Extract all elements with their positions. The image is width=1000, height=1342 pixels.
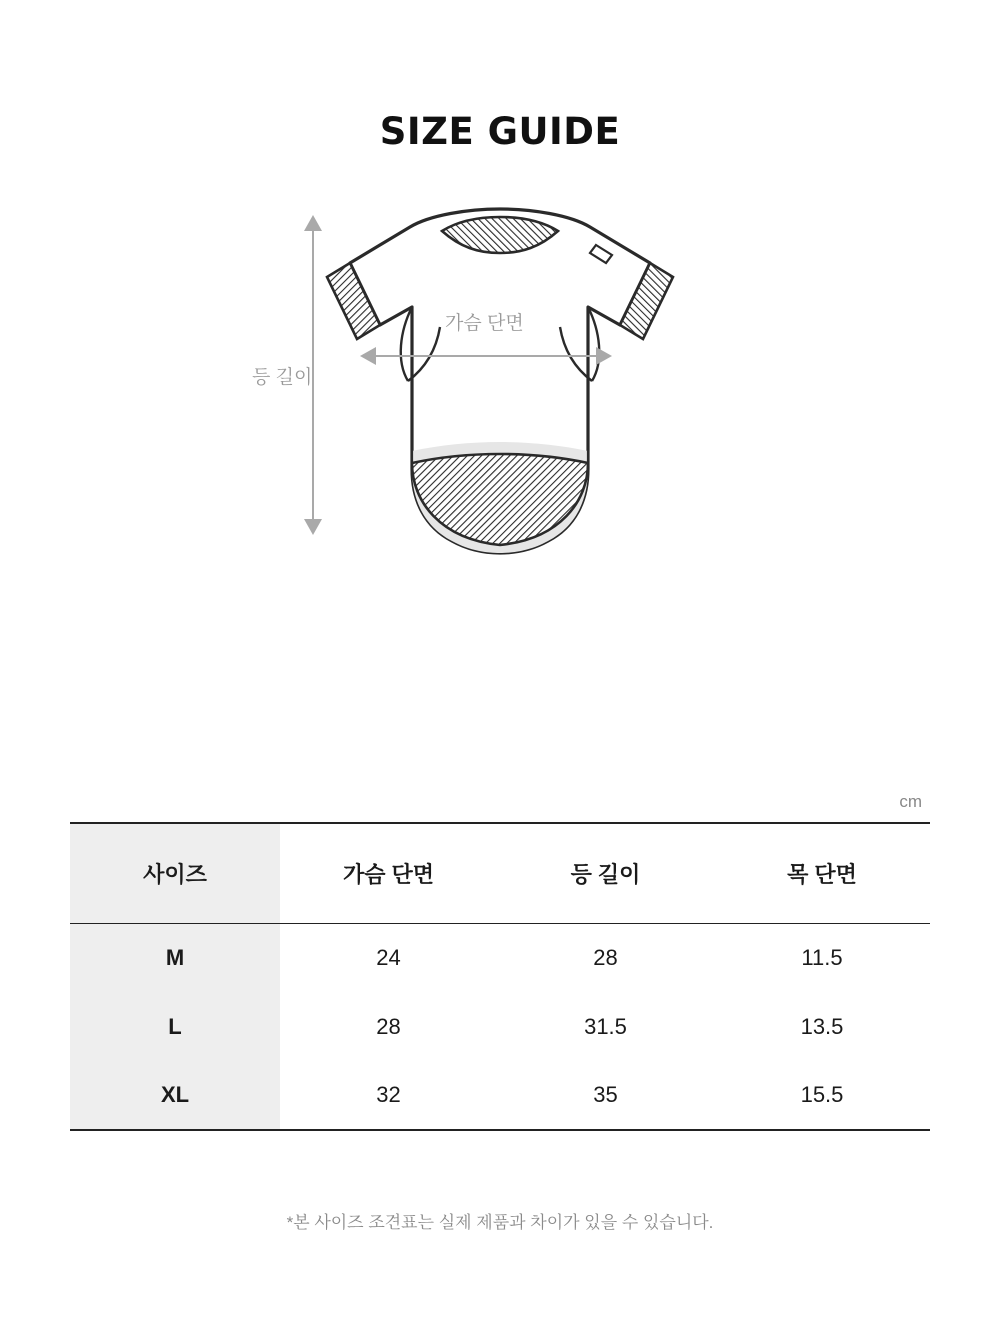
column-header-size: 사이즈: [70, 823, 280, 923]
table-row: [70, 923, 930, 992]
cell-size: M: [70, 923, 280, 992]
cell-neck: 11.5: [801, 944, 843, 970]
cell-size: L: [70, 992, 280, 1061]
chest-label: 가슴 단면: [445, 313, 524, 334]
table-header-row: [70, 823, 930, 923]
table-row: [70, 992, 930, 1061]
column-header-neck: 목 단면: [714, 823, 930, 923]
table-row: [70, 1061, 930, 1130]
size-guide-page: [0, 110, 1000, 1342]
cell-chest: 28: [376, 1013, 401, 1039]
tee-illustration: [0, 201, 1000, 601]
footnote: *본 사이즈 조견표는 실제 제품과 차이가 있을 수 있습니다.: [286, 1213, 714, 1232]
cell-chest: 32: [280, 1061, 497, 1130]
unit-label: cm: [899, 792, 922, 811]
cell-chest: 24: [376, 944, 401, 970]
column-header-back-length: 등 길이: [497, 823, 714, 923]
back-length-label: 등 길이: [252, 367, 313, 388]
cell-back-length: 28: [593, 944, 618, 970]
column-header-chest: 가슴 단면: [280, 823, 497, 923]
size-table-wrapper: [70, 822, 930, 1131]
cell-back-length: 35: [497, 1061, 714, 1130]
page-title: SIZE GUIDE: [379, 110, 621, 153]
cell-neck: 13.5: [800, 1013, 844, 1039]
garment-diagram: [0, 201, 1000, 601]
cell-size: XL: [70, 1061, 280, 1130]
cell-back-length: 31.5: [584, 1013, 627, 1039]
size-table: [70, 822, 930, 1131]
cell-neck: 15.5: [714, 1061, 930, 1130]
